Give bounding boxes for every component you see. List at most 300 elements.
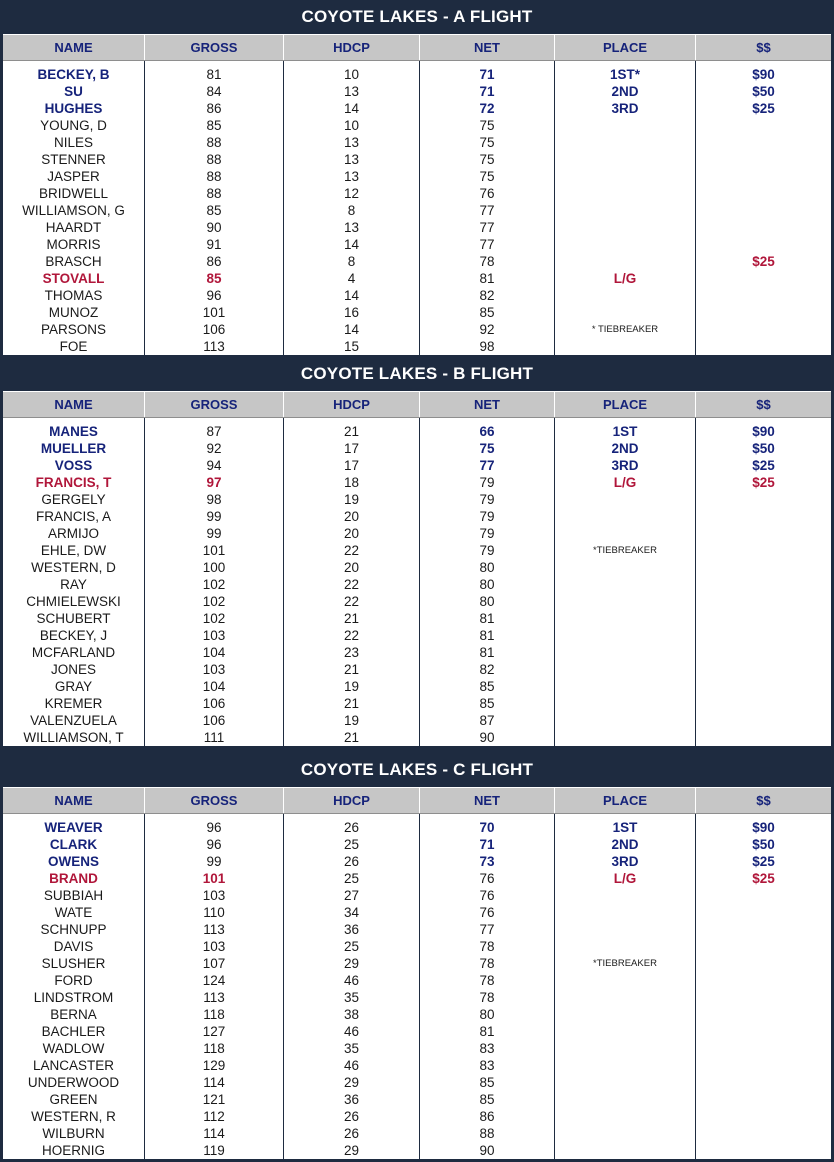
money-cell <box>696 1040 831 1057</box>
money-cell <box>696 270 831 287</box>
money-cell: $50 <box>752 441 775 456</box>
name-cell: BRIDWELL <box>38 186 109 201</box>
name-cell: FRANCIS, T <box>35 475 112 490</box>
column-gross <box>145 61 284 355</box>
column-hdcp <box>284 418 420 746</box>
results-table <box>3 61 831 355</box>
net-cell: 85 <box>479 1075 495 1090</box>
place-cell: 2ND <box>611 837 639 852</box>
place-cell <box>555 202 695 219</box>
net-cell: 78 <box>479 973 495 988</box>
place-cell <box>555 134 695 151</box>
gross-cell: 85 <box>206 118 222 133</box>
money-cell <box>696 1006 831 1023</box>
money-cell: $25 <box>752 871 775 886</box>
place-cell <box>555 678 695 695</box>
gross-cell: 103 <box>202 939 226 954</box>
column-place <box>555 814 696 1159</box>
header-hdcp: HDCP <box>284 788 420 813</box>
money-cell <box>696 236 831 253</box>
money-cell <box>696 1074 831 1091</box>
hdcp-cell: 13 <box>343 84 360 99</box>
hdcp-cell: 25 <box>343 871 360 886</box>
hdcp-cell: 8 <box>347 254 356 269</box>
net-cell: 73 <box>479 854 495 869</box>
net-cell: 83 <box>479 1041 495 1056</box>
money-cell: $50 <box>752 837 775 852</box>
column-headers <box>3 787 831 814</box>
header-money: $$ <box>756 397 771 412</box>
place-cell: L/G <box>613 475 637 490</box>
net-cell: 80 <box>479 560 495 575</box>
place-cell <box>555 593 695 610</box>
money-cell <box>696 134 831 151</box>
gross-cell: 88 <box>206 186 222 201</box>
money-cell: $90 <box>752 424 775 439</box>
header-name: NAME <box>3 788 145 813</box>
gross-cell: 103 <box>202 888 226 903</box>
place-cell <box>555 559 695 576</box>
flight-title: COYOTE LAKES - B FLIGHT <box>0 357 834 391</box>
hdcp-cell: 25 <box>343 939 360 954</box>
place-cell: 3RD <box>611 458 639 473</box>
net-cell: 98 <box>479 339 495 354</box>
money-cell: $25 <box>752 458 775 473</box>
name-cell: STENNER <box>41 152 106 167</box>
header-name: NAME <box>3 35 145 60</box>
name-cell: CLARK <box>49 837 98 852</box>
name-cell: JONES <box>50 662 96 677</box>
name-cell: MORRIS <box>46 237 101 252</box>
hdcp-cell: 20 <box>343 526 360 541</box>
place-cell: *TIEBREAKER <box>593 958 657 969</box>
money-cell <box>696 168 831 185</box>
money-cell <box>696 185 831 202</box>
name-cell: KREMER <box>44 696 103 711</box>
name-cell: HAARDT <box>45 220 102 235</box>
gross-cell: 92 <box>206 441 222 456</box>
money-cell <box>696 593 831 610</box>
name-cell: GREEN <box>49 1092 98 1107</box>
place-cell <box>555 938 695 955</box>
place-cell <box>555 989 695 1006</box>
header-money: $$ <box>756 793 771 808</box>
hdcp-cell: 35 <box>343 990 360 1005</box>
money-cell <box>696 151 831 168</box>
name-cell: MUNOZ <box>48 305 99 320</box>
column-net <box>420 814 555 1159</box>
column-name <box>3 814 145 1159</box>
name-cell: STOVALL <box>42 271 105 286</box>
column-net <box>420 61 555 355</box>
hdcp-cell: 13 <box>343 135 360 150</box>
hdcp-cell: 20 <box>343 560 360 575</box>
gross-cell: 88 <box>206 152 222 167</box>
name-cell: VALENZUELA <box>30 713 117 728</box>
gross-cell: 127 <box>202 1024 226 1039</box>
gross-cell: 102 <box>202 594 226 609</box>
hdcp-cell: 26 <box>343 854 360 869</box>
hdcp-cell: 12 <box>343 186 360 201</box>
hdcp-cell: 13 <box>343 220 360 235</box>
place-cell: 3RD <box>611 854 639 869</box>
gross-cell: 113 <box>203 990 225 1005</box>
net-cell: 79 <box>479 475 495 490</box>
column-money <box>696 61 831 355</box>
column-hdcp <box>284 814 420 1159</box>
place-cell <box>555 661 695 678</box>
net-cell: 72 <box>479 101 495 116</box>
hdcp-cell: 18 <box>343 475 360 490</box>
place-cell <box>555 491 695 508</box>
name-cell: ARMIJO <box>47 526 99 541</box>
net-cell: 79 <box>479 492 495 507</box>
net-cell: 76 <box>479 871 495 886</box>
net-cell: 76 <box>479 888 495 903</box>
results-table <box>3 418 831 746</box>
net-cell: 90 <box>479 730 495 745</box>
net-cell: 71 <box>479 84 495 99</box>
place-cell: 2ND <box>611 84 639 99</box>
money-cell: $25 <box>752 854 775 869</box>
place-cell <box>555 1023 695 1040</box>
hdcp-cell: 36 <box>343 922 360 937</box>
money-cell <box>696 644 831 661</box>
gross-cell: 81 <box>206 67 222 82</box>
column-hdcp <box>284 61 420 355</box>
place-cell <box>555 712 695 729</box>
net-cell: 75 <box>479 118 495 133</box>
name-cell: WESTERN, R <box>31 1109 116 1124</box>
column-gross <box>145 418 284 746</box>
column-headers <box>3 391 831 418</box>
gross-cell: 121 <box>202 1092 226 1107</box>
gross-cell: 96 <box>206 820 222 835</box>
gross-cell: 84 <box>206 84 222 99</box>
hdcp-cell: 29 <box>343 1075 360 1090</box>
name-cell: HUGHES <box>44 101 103 116</box>
place-cell <box>555 287 695 304</box>
gross-cell: 101 <box>202 305 226 320</box>
gross-cell: 129 <box>202 1058 226 1073</box>
column-place <box>555 61 696 355</box>
net-cell: 79 <box>479 543 495 558</box>
name-cell: SLUSHER <box>41 956 106 971</box>
gross-cell: 124 <box>202 973 226 988</box>
gross-cell: 88 <box>206 135 222 150</box>
header-name: NAME <box>3 392 145 417</box>
flight-c-section <box>0 753 834 1159</box>
hdcp-cell: 22 <box>343 543 360 558</box>
name-cell: LINDSTROM <box>33 990 114 1005</box>
hdcp-cell: 19 <box>343 713 360 728</box>
place-cell <box>555 1057 695 1074</box>
money-cell <box>696 1142 831 1159</box>
hdcp-cell: 17 <box>343 458 360 473</box>
place-cell <box>555 904 695 921</box>
header-place: PLACE <box>555 35 696 60</box>
gross-cell: 101 <box>202 543 226 558</box>
net-cell: 81 <box>479 1024 495 1039</box>
place-cell <box>555 644 695 661</box>
header-hdcp: HDCP <box>284 35 420 60</box>
hdcp-cell: 34 <box>343 905 360 920</box>
money-cell: $90 <box>752 67 775 82</box>
hdcp-cell: 29 <box>343 1143 360 1158</box>
place-cell <box>555 508 695 525</box>
column-gross <box>145 814 284 1159</box>
money-cell <box>696 610 831 627</box>
money-cell <box>696 989 831 1006</box>
header-place: PLACE <box>555 392 696 417</box>
hdcp-cell: 19 <box>343 492 360 507</box>
gross-cell: 86 <box>206 254 222 269</box>
net-cell: 77 <box>479 458 495 473</box>
name-cell: WEAVER <box>44 820 103 835</box>
name-cell: HOERNIG <box>41 1143 105 1158</box>
name-cell: BACHLER <box>41 1024 106 1039</box>
hdcp-cell: 38 <box>343 1007 360 1022</box>
gross-cell: 106 <box>202 713 226 728</box>
gross-cell: 118 <box>203 1007 225 1022</box>
hdcp-cell: 26 <box>343 1109 360 1124</box>
name-cell: WILLIAMSON, T <box>23 730 124 745</box>
hdcp-cell: 21 <box>343 662 360 677</box>
gross-cell: 103 <box>202 662 226 677</box>
hdcp-cell: 27 <box>343 888 360 903</box>
money-cell: $25 <box>752 475 775 490</box>
place-cell: 2ND <box>611 441 639 456</box>
column-place <box>555 418 696 746</box>
gross-cell: 99 <box>206 526 222 541</box>
hdcp-cell: 4 <box>347 271 356 286</box>
column-money <box>696 418 831 746</box>
net-cell: 77 <box>479 922 495 937</box>
name-cell: THOMAS <box>44 288 103 303</box>
name-cell: OWENS <box>47 854 99 869</box>
header-gross: GROSS <box>145 35 284 60</box>
place-cell <box>555 1108 695 1125</box>
name-cell: BECKEY, J <box>39 628 108 643</box>
net-cell: 66 <box>479 424 495 439</box>
gross-cell: 100 <box>202 560 226 575</box>
name-cell: DAVIS <box>53 939 94 954</box>
money-cell <box>696 1023 831 1040</box>
name-cell: BERNA <box>50 1007 97 1022</box>
place-cell <box>555 168 695 185</box>
name-cell: LANCASTER <box>32 1058 115 1073</box>
money-cell <box>696 1108 831 1125</box>
money-cell: $25 <box>752 254 775 269</box>
money-cell <box>696 955 831 972</box>
money-cell <box>696 627 831 644</box>
hdcp-cell: 22 <box>343 594 360 609</box>
name-cell: JASPER <box>47 169 100 184</box>
hdcp-cell: 19 <box>343 679 360 694</box>
gross-cell: 96 <box>206 288 222 303</box>
money-cell <box>696 678 831 695</box>
name-cell: SCHNUPP <box>40 922 107 937</box>
name-cell: BECKEY, B <box>37 67 110 82</box>
name-cell: SUBBIAH <box>43 888 104 903</box>
place-cell: 1ST* <box>609 67 640 82</box>
net-cell: 85 <box>479 696 495 711</box>
place-cell <box>555 151 695 168</box>
place-cell <box>555 117 695 134</box>
gross-cell: 88 <box>206 169 222 184</box>
net-cell: 87 <box>479 713 495 728</box>
name-cell: FOE <box>59 339 88 354</box>
net-cell: 83 <box>479 1058 495 1073</box>
hdcp-cell: 29 <box>343 956 360 971</box>
place-cell <box>555 627 695 644</box>
money-cell <box>696 576 831 593</box>
gross-cell: 102 <box>202 611 226 626</box>
name-cell: EHLE, DW <box>40 543 107 558</box>
net-cell: 75 <box>479 135 495 150</box>
hdcp-cell: 23 <box>343 645 360 660</box>
name-cell: PARSONS <box>40 322 106 337</box>
money-cell <box>696 542 831 559</box>
net-cell: 85 <box>479 1092 495 1107</box>
net-cell: 78 <box>479 254 495 269</box>
hdcp-cell: 14 <box>343 101 360 116</box>
place-cell <box>555 1125 695 1142</box>
gross-cell: 91 <box>206 237 222 252</box>
gross-cell: 97 <box>206 475 222 490</box>
gross-cell: 104 <box>202 679 226 694</box>
place-cell: * TIEBREAKER <box>591 324 659 335</box>
hdcp-cell: 10 <box>343 118 360 133</box>
money-cell <box>696 1125 831 1142</box>
net-cell: 85 <box>479 679 495 694</box>
money-cell <box>696 695 831 712</box>
place-cell: L/G <box>613 271 637 286</box>
name-cell: FORD <box>54 973 93 988</box>
name-cell: WATE <box>54 905 93 920</box>
name-cell: VOSS <box>54 458 93 473</box>
hdcp-cell: 21 <box>343 730 360 745</box>
name-cell: BRASCH <box>45 254 102 269</box>
money-cell: $25 <box>752 101 775 116</box>
name-cell: MUELLER <box>40 441 107 456</box>
money-cell <box>696 729 831 746</box>
gross-cell: 110 <box>203 905 225 920</box>
money-cell <box>696 938 831 955</box>
gross-cell: 113 <box>203 922 225 937</box>
money-cell <box>696 117 831 134</box>
gross-cell: 85 <box>206 203 222 218</box>
gross-cell: 106 <box>202 322 226 337</box>
name-cell: GRAY <box>54 679 93 694</box>
money-cell <box>696 921 831 938</box>
header-net: NET <box>420 788 555 813</box>
place-cell <box>555 576 695 593</box>
gross-cell: 98 <box>206 492 222 507</box>
money-cell <box>696 972 831 989</box>
header-gross: GROSS <box>145 392 284 417</box>
gross-cell: 114 <box>203 1075 225 1090</box>
gross-cell: 102 <box>202 577 226 592</box>
hdcp-cell: 35 <box>343 1041 360 1056</box>
net-cell: 82 <box>479 662 495 677</box>
name-cell: WESTERN, D <box>31 560 116 575</box>
name-cell: SCHUBERT <box>36 611 111 626</box>
column-name <box>3 418 145 746</box>
place-cell <box>555 972 695 989</box>
hdcp-cell: 13 <box>343 169 360 184</box>
net-cell: 77 <box>479 237 495 252</box>
net-cell: 75 <box>479 441 495 456</box>
gross-cell: 119 <box>203 1143 225 1158</box>
gross-cell: 111 <box>203 730 225 745</box>
header-place: PLACE <box>555 788 696 813</box>
gross-cell: 87 <box>206 424 222 439</box>
net-cell: 81 <box>479 628 495 643</box>
place-cell <box>555 219 695 236</box>
net-cell: 80 <box>479 1007 495 1022</box>
net-cell: 80 <box>479 577 495 592</box>
place-cell: 1ST <box>612 424 638 439</box>
net-cell: 76 <box>479 905 495 920</box>
net-cell: 77 <box>479 203 495 218</box>
net-cell: 78 <box>479 939 495 954</box>
net-cell: 76 <box>479 186 495 201</box>
name-cell: WILBURN <box>42 1126 105 1141</box>
gross-cell: 99 <box>206 854 222 869</box>
place-cell: *TIEBREAKER <box>593 545 657 556</box>
net-cell: 77 <box>479 220 495 235</box>
header-hdcp: HDCP <box>284 392 420 417</box>
place-cell <box>555 304 695 321</box>
column-money <box>696 814 831 1159</box>
hdcp-cell: 13 <box>343 152 360 167</box>
hdcp-cell: 22 <box>343 628 360 643</box>
place-cell <box>555 185 695 202</box>
place-cell: 1ST <box>612 820 638 835</box>
hdcp-cell: 20 <box>343 509 360 524</box>
flight-a-section <box>0 0 834 355</box>
money-cell <box>696 287 831 304</box>
place-cell <box>555 525 695 542</box>
net-cell: 71 <box>479 837 495 852</box>
name-cell: RAY <box>60 577 87 592</box>
gross-cell: 101 <box>202 871 226 886</box>
name-cell: CHMIELEWSKI <box>26 594 121 609</box>
hdcp-cell: 26 <box>343 1126 360 1141</box>
gross-cell: 112 <box>203 1109 225 1124</box>
money-cell <box>696 1057 831 1074</box>
gross-cell: 99 <box>206 509 222 524</box>
gross-cell: 103 <box>202 628 226 643</box>
place-cell <box>555 1006 695 1023</box>
net-cell: 71 <box>479 67 495 82</box>
place-cell <box>555 1091 695 1108</box>
net-cell: 75 <box>479 152 495 167</box>
net-cell: 82 <box>479 288 495 303</box>
gross-cell: 106 <box>202 696 226 711</box>
money-cell <box>696 525 831 542</box>
place-cell <box>555 887 695 904</box>
name-cell: WILLIAMSON, G <box>22 203 125 218</box>
money-cell: $90 <box>752 820 775 835</box>
name-cell: BRAND <box>49 871 98 886</box>
name-cell: GERGELY <box>41 492 106 507</box>
hdcp-cell: 15 <box>343 339 360 354</box>
place-cell <box>555 1074 695 1091</box>
gross-cell: 113 <box>203 339 225 354</box>
column-name <box>3 61 145 355</box>
